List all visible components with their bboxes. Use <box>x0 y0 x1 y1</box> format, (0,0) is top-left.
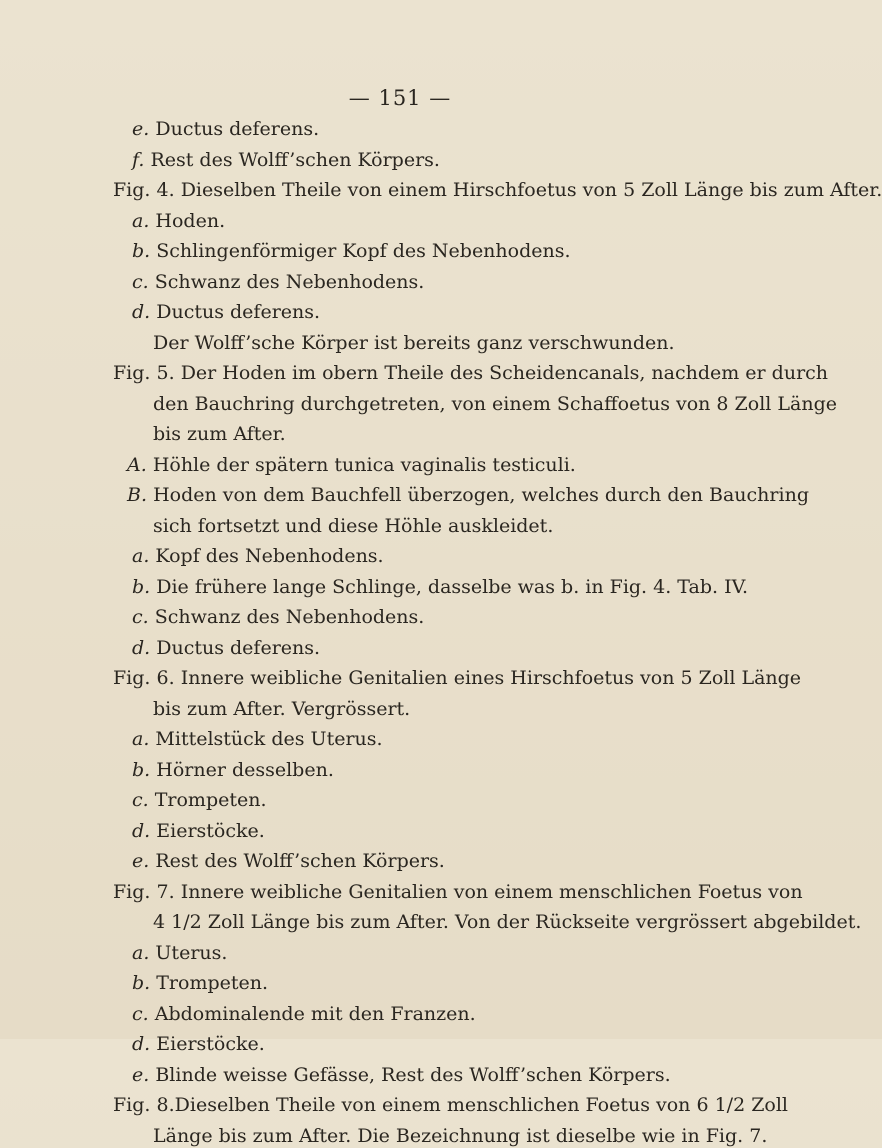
item-letter: d. <box>132 819 151 842</box>
item-letter: a. <box>132 209 150 232</box>
item-letter: b. <box>132 972 151 994</box>
item-text: 4 1/2 Zoll Länge bis zum After. Von der Rückseite vergrössert abgebildet. <box>153 911 862 933</box>
item-letter: c. <box>132 270 149 293</box>
text-line <box>132 1033 265 1056</box>
item-text: bis zum After. Vergrössert. <box>153 697 411 720</box>
text-line <box>153 911 861 934</box>
item-text: Der Wolff’sche Körper ist bereits ganz verschwunden. <box>153 331 675 354</box>
figure-label: Fig. 5. <box>113 362 175 384</box>
item-text: bis zum After. <box>153 423 286 445</box>
text-line <box>113 1094 788 1117</box>
text-line <box>132 1003 476 1026</box>
item-letter: e. <box>132 1063 150 1086</box>
item-text: Dieselben Theile von einem Hirschfoetus von 5 Zoll Länge bis zum After. <box>180 179 882 201</box>
text-line <box>132 728 383 751</box>
text-line <box>127 484 809 507</box>
text-line <box>132 118 319 141</box>
text-line <box>132 942 227 965</box>
figure-label: Fig. 4. <box>113 179 175 201</box>
item-text: sich fortsetzt und diese Höhle auskleidet. <box>153 514 554 537</box>
text-line <box>132 820 265 843</box>
item-letter: c. <box>132 1002 149 1025</box>
text-line <box>153 1125 767 1148</box>
text-line <box>132 1064 671 1087</box>
text-line <box>153 698 410 721</box>
item-letter: A. <box>127 453 147 476</box>
text-line <box>113 881 803 904</box>
item-letter: c. <box>132 606 149 628</box>
item-text: Der Hoden im obern Theile des Scheidencanals, nachdem er durch <box>180 362 829 384</box>
text-line <box>132 606 424 629</box>
item-text: Ductus deferens. <box>156 301 321 323</box>
item-letter: b. <box>132 575 151 598</box>
text-line <box>132 301 320 324</box>
item-text: Schwanz des Nebenhodens. <box>154 606 425 628</box>
item-letter: c. <box>132 789 149 811</box>
text-line <box>132 850 445 873</box>
text-line <box>113 667 801 690</box>
item-letter: d. <box>132 1033 151 1055</box>
item-text: Dieselben Theile von einem menschlichen Foetus von 6 1/2 Zoll <box>174 1094 789 1116</box>
item-text: Blinde weisse Gefässe, Rest des Wolff’schen Körpers. <box>155 1063 671 1086</box>
item-text: Uterus. <box>155 941 228 964</box>
text-line <box>132 149 440 172</box>
item-text: Trompeten. <box>156 972 269 994</box>
item-text: Abdominalende mit den Franzen. <box>154 1002 476 1025</box>
item-text: Die frühere lange Schlinge, dasselbe was b. in Fig. 4. Tab. IV. <box>156 575 749 598</box>
item-letter: d. <box>132 636 151 659</box>
text-line <box>153 515 553 538</box>
figure-label: Fig. 7. <box>113 880 175 903</box>
item-letter: a. <box>132 728 150 750</box>
item-text: Kopf des Nebenhodens. <box>155 545 384 567</box>
item-text: Ductus deferens. <box>155 118 320 140</box>
item-text: Ductus deferens. <box>156 636 321 659</box>
item-text: Rest des Wolff’schen Körpers. <box>155 850 445 872</box>
text-line <box>153 332 675 355</box>
item-text: Innere weibliche Genitalien eines Hirschfoetus von 5 Zoll Länge <box>180 667 802 689</box>
item-letter: a. <box>132 941 150 964</box>
item-letter: e. <box>132 850 150 872</box>
item-text: Eierstöcke. <box>156 1033 265 1055</box>
text-line <box>132 545 384 568</box>
item-text: Schwanz des Nebenhodens. <box>154 270 425 293</box>
text-line <box>132 576 748 599</box>
text-line <box>132 637 320 660</box>
item-letter: b. <box>132 758 151 781</box>
text-line <box>153 393 837 416</box>
page-number: — 151 — <box>348 86 452 110</box>
text-line <box>132 240 571 263</box>
item-text: Trompeten. <box>154 789 267 811</box>
item-letter: b. <box>132 240 151 262</box>
text-line <box>113 179 882 202</box>
item-letter: f. <box>132 148 145 171</box>
text-line <box>132 271 424 294</box>
item-text: den Bauchring durchgetreten, von einem Schaffoetus von 8 Zoll Länge <box>153 392 837 415</box>
item-text: Höhle der spätern tunica vaginalis testiculi. <box>152 453 576 476</box>
item-text: Hörner desselben. <box>156 758 334 781</box>
text-line <box>132 759 334 782</box>
item-text: Länge bis zum After. Die Bezeichnung ist dieselbe wie in Fig. 7. <box>153 1124 768 1147</box>
item-text: Mittelstück des Uterus. <box>155 728 383 750</box>
item-text: Hoden. <box>155 209 226 232</box>
item-letter: B. <box>127 484 148 506</box>
text-line <box>113 362 828 385</box>
figure-label: Fig. 6. <box>113 667 175 689</box>
item-text: Rest des Wolff’schen Körpers. <box>150 148 440 171</box>
item-text: Innere weibliche Genitalien von einem menschlichen Foetus von <box>180 880 803 903</box>
item-text: Eierstöcke. <box>156 819 265 842</box>
figure-label: Fig. 8. <box>113 1094 175 1116</box>
item-text: Schlingenförmiger Kopf des Nebenhodens. <box>156 240 571 262</box>
text-line <box>132 789 267 812</box>
text-line <box>127 454 576 477</box>
item-letter: a. <box>132 545 150 567</box>
item-letter: d. <box>132 301 151 323</box>
text-line <box>132 210 225 233</box>
item-letter: e. <box>132 118 150 140</box>
item-text: Hoden von dem Bauchfell überzogen, welches durch den Bauchring <box>153 484 809 506</box>
text-line <box>153 423 286 446</box>
text-line <box>132 972 268 995</box>
